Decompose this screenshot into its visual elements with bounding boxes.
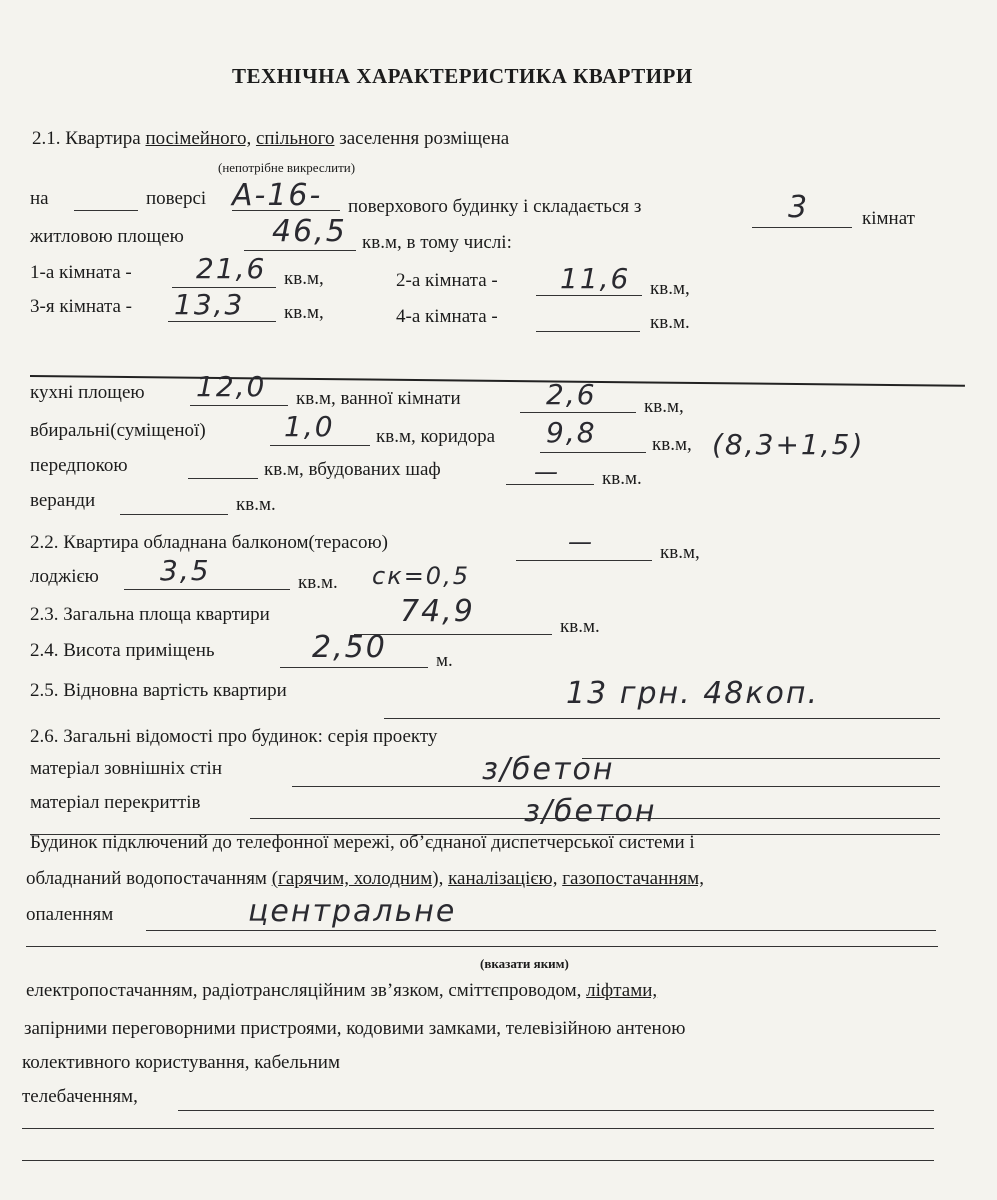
text: електропостачанням, xyxy=(26,980,198,1001)
value-room-1: 21,6 xyxy=(196,252,267,285)
label-kitchen: кухні площею xyxy=(30,382,145,403)
value-loggia: 3,5 xyxy=(160,554,211,587)
blank-veranda xyxy=(120,514,228,515)
text-underlined: газопостачанням, xyxy=(562,868,704,889)
section-2-6-label: 2.6. Загальні відомості про будинок: серія проекту xyxy=(30,726,438,747)
section-2-4-label: 2.4. Висота приміщень xyxy=(30,640,215,661)
blank-loggia xyxy=(124,589,290,590)
label-kimnat: кімнат xyxy=(862,208,915,229)
unit: кв.м. xyxy=(650,312,690,333)
value-rooms: 3 xyxy=(788,190,810,225)
section-2-2-label: 2.2. Квартира обладнана балконом(терасою) xyxy=(30,532,389,553)
blank-living xyxy=(244,250,356,251)
value-room-3: 13,3 xyxy=(174,288,245,321)
value-loggia-coefficient: ск=0,5 xyxy=(372,562,470,590)
label-hallway: передпокою xyxy=(30,455,128,476)
label-ceilings: матеріал перекриттів xyxy=(30,792,201,813)
blank-kitchen xyxy=(190,405,288,406)
section-2-5-label: 2.5. Відновна вартість квартири xyxy=(30,680,287,701)
unit: кв.м, xyxy=(650,278,690,299)
blank-room-2 xyxy=(536,295,642,296)
label-incl: кв.м, в тому числі: xyxy=(362,232,512,253)
blank-wc xyxy=(270,445,370,446)
value-bath: 2,6 xyxy=(546,378,597,411)
blank-height xyxy=(280,667,428,668)
label-walls: матеріал зовнішніх стін xyxy=(30,758,223,779)
blank-tv xyxy=(178,1110,934,1111)
label-building: поверхового будинку і складається з xyxy=(348,196,642,217)
unit: кв.м, xyxy=(660,542,700,563)
blank-corridor xyxy=(540,452,646,453)
label-bath: кв.м, ванної кімнати xyxy=(296,388,461,409)
unit: кв.м, xyxy=(284,268,324,289)
blank-cost xyxy=(384,718,940,719)
value-ceilings: з/бетон xyxy=(524,794,657,829)
unit: кв.м. xyxy=(298,572,338,593)
blank-room-4 xyxy=(536,331,640,332)
label-closets: кв.м, вбудованих шаф xyxy=(264,459,441,480)
value-corridor: 9,8 xyxy=(546,416,597,449)
value-height: 2,50 xyxy=(312,630,387,665)
unit: м. xyxy=(436,650,453,671)
label-room-2: 2-а кімната - xyxy=(396,270,498,291)
blank-series xyxy=(582,758,940,759)
value-heating: центральне xyxy=(248,894,457,929)
text-underlined: ліфтами, xyxy=(586,980,658,1001)
text-underlined: каналізацією, xyxy=(448,868,558,889)
label-room-4: 4-а кімната - xyxy=(396,306,498,327)
blank-bath xyxy=(520,412,636,413)
label-na: на xyxy=(30,188,49,209)
text: сміттєпроводом, xyxy=(448,980,582,1001)
label-room-3: 3-я кімната - xyxy=(30,296,133,317)
unit: кв.м. xyxy=(602,468,642,489)
blank-tv-2 xyxy=(22,1128,934,1129)
value-living-area: 46,5 xyxy=(272,214,347,249)
label-poversi: поверсі xyxy=(146,188,207,209)
blank-heating xyxy=(146,930,936,931)
value-closets: — xyxy=(534,458,560,486)
label-corridor: кв.м, коридора xyxy=(376,426,496,447)
paragraph-line-5: колективного користування, кабельним xyxy=(22,1052,340,1073)
label-heating: опаленням xyxy=(26,904,114,925)
blank-heating-2 xyxy=(26,946,938,947)
value-walls: з/бетон xyxy=(482,752,615,787)
unit: кв.м, xyxy=(284,302,324,323)
paragraph-line-4: запірними переговорними пристроями, кодовими замками, телевізійною антеною xyxy=(24,1018,686,1039)
value-floors: А-16- xyxy=(232,178,323,213)
paragraph-line-2 xyxy=(26,868,704,890)
value-balcony: — xyxy=(568,528,594,556)
label-wc: вбиральні(суміщеної) xyxy=(30,420,206,441)
section-divider xyxy=(30,375,965,387)
value-corridor-breakdown: (8,3+1,5) xyxy=(712,428,865,461)
paragraph-line-6: телебаченням, xyxy=(22,1086,138,1107)
label-veranda: веранди xyxy=(30,490,96,511)
blank-tv-3 xyxy=(22,1160,934,1161)
blank-rooms xyxy=(752,227,852,228)
option-family: посімейного, xyxy=(145,128,252,149)
heating-note: (вказати яким) xyxy=(480,956,569,971)
value-total-area: 74,9 xyxy=(400,594,475,629)
label-loggia: лоджією xyxy=(30,566,99,587)
document-title: ТЕХНІЧНА ХАРАКТЕРИСТИКА КВАРТИРИ xyxy=(232,64,693,88)
blank-walls xyxy=(292,786,940,787)
label-living-area: житловою площею xyxy=(30,226,184,247)
section-2-1-line xyxy=(32,128,509,150)
blank-balcony xyxy=(516,560,652,561)
blank-floor xyxy=(74,210,138,211)
paragraph-line-1: Будинок підключений до телефонної мережі, об’єднаної диспетчерської системи і xyxy=(30,832,695,853)
text: обладнаний водопостачанням xyxy=(26,868,267,889)
unit: кв.м. xyxy=(236,494,276,515)
value-wc: 1,0 xyxy=(284,410,335,443)
section-2-3-label: 2.3. Загальна площа квартири xyxy=(30,604,270,625)
text-underlined: (гарячим, холодним), xyxy=(271,868,444,889)
label-room-1: 1-а кімната - xyxy=(30,262,132,283)
blank-room-3 xyxy=(168,321,276,322)
label: заселення розміщена xyxy=(339,128,510,149)
value-cost: 13 грн. 48коп. xyxy=(566,676,819,711)
unit: кв.м, xyxy=(644,396,684,417)
strike-note: (непотрібне викреслити) xyxy=(218,160,356,175)
text: радіотрансляційним зв’язком, xyxy=(202,980,444,1001)
option-shared: спільного xyxy=(255,128,335,149)
label: 2.1. Квартира xyxy=(32,128,141,149)
paragraph-line-3 xyxy=(26,980,657,1002)
unit: кв.м, xyxy=(652,434,692,455)
value-room-2: 11,6 xyxy=(560,262,631,295)
value-kitchen: 12,0 xyxy=(196,370,267,403)
unit: кв.м. xyxy=(560,616,600,637)
blank-hallway xyxy=(188,478,258,479)
